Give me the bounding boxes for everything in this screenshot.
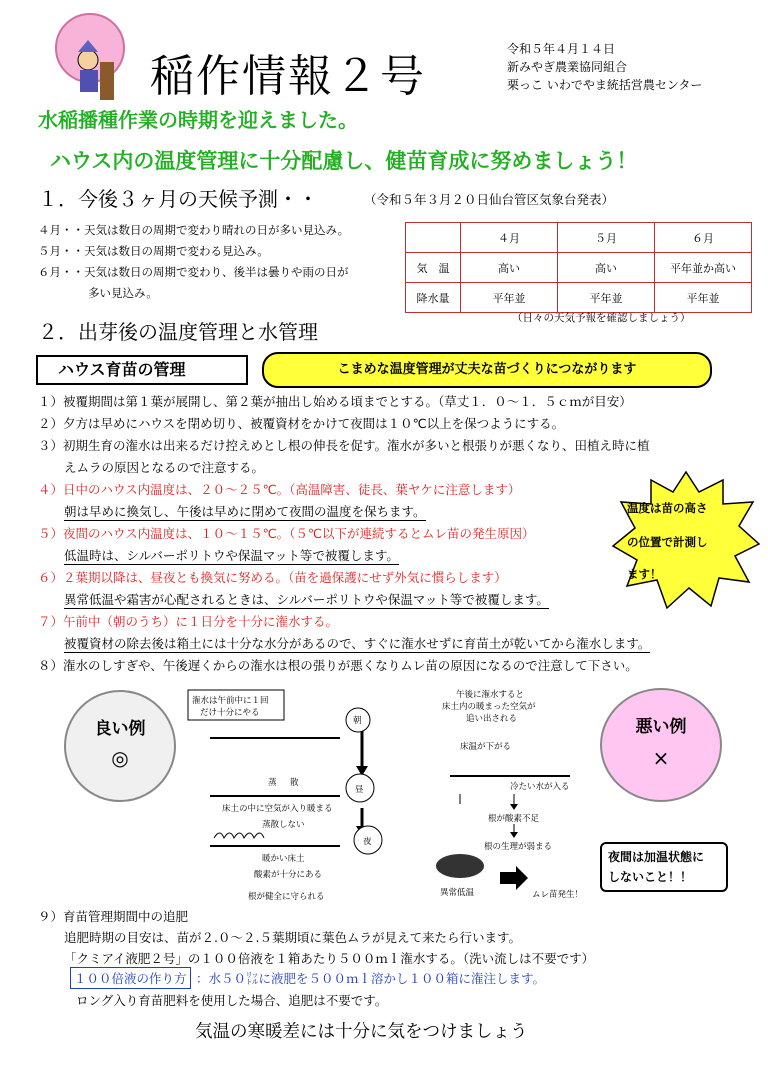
measure-callout bbox=[611, 470, 761, 610]
item-7-note: 被覆資材の除去後は箱土には十分な水分があるので、すぐに潅水せずに育苗土が乾いてから潅水します。 bbox=[64, 636, 651, 651]
forecast-jun-cont: 多い見込み。 bbox=[88, 286, 158, 300]
item-5-note: 低温時は、シルバーポリトウや保温マット等で被覆します。 bbox=[64, 548, 399, 563]
good-diagram bbox=[180, 688, 400, 904]
forecast-jun: ６月・・天気は数日の周期で変わり、後半は曇りや雨の日が bbox=[38, 265, 349, 279]
good-note2: だけ十分にやる bbox=[200, 708, 260, 718]
callout-line2: の位置で計測し bbox=[627, 535, 708, 549]
item-4-note: 朝は早めに換気し、午後は早めに閉めて夜間の温度を保ちます。 bbox=[64, 504, 426, 519]
oxygen-ok-text: 酸素が十分にある bbox=[254, 870, 323, 880]
forecast-apr: ４月・・天気は数日の周期で変わり晴れの日が多い見込み。 bbox=[38, 223, 350, 237]
forecast-table bbox=[405, 222, 752, 313]
night-warning-2: しないこと！！ bbox=[608, 870, 693, 884]
item-9-line2: 「クミアイ液肥２号」の１００倍液を１箱あたり５００ｍｌ潅水する。（洗い流しは不要です） bbox=[64, 951, 595, 966]
table-header-apr: ４月 bbox=[461, 223, 558, 253]
item-5: ５）夜間のハウス内温度は、１０～１５℃。（５℃以下が連続するとムレ苗の発生原因） bbox=[38, 526, 535, 541]
item-6: ６）２葉期以降は、昼夜とも換気に努める。（苗を過保護にせず外気に慣らします） bbox=[38, 570, 507, 585]
item-9-line4: ロング入り育苗肥料を使用した場合、追肥は不要です。 bbox=[76, 993, 388, 1008]
mure-text: ムレ苗発生！ bbox=[532, 890, 584, 900]
bad-l1: 午後に潅水すると bbox=[456, 690, 525, 700]
cold-water-text: 冷たい水が入る bbox=[510, 782, 570, 792]
bad-mark: × bbox=[652, 746, 670, 770]
item-3-cont: えムラの原因となるので注意する。 bbox=[64, 460, 265, 475]
farmer-tree-illustration bbox=[50, 10, 134, 102]
issue-date: 令和５年４月１４日 bbox=[507, 42, 616, 56]
house-nursery-label: ハウス育苗の管理 bbox=[36, 355, 248, 385]
item-9-title: ９）育苗管理期間中の追肥 bbox=[38, 909, 189, 924]
air-in-text: 床土の中に空気が入り暖まる bbox=[222, 804, 333, 814]
section1-title: １．今後３ヶ月の天候予測・・ bbox=[38, 187, 318, 211]
good-label: 良い例 bbox=[94, 719, 146, 739]
table-cell: 高い bbox=[558, 253, 655, 283]
banner: こまめな温度管理が丈夫な苗づくりにつながります bbox=[262, 352, 712, 388]
bad-diagram bbox=[420, 684, 600, 902]
table-row-label: 降水量 bbox=[406, 283, 461, 313]
callout-line3: ます！ bbox=[627, 567, 662, 581]
item-6-note: 異常低温や霜害が心配されるときは、シルバーポリトウや保温マット等で被覆します。 bbox=[64, 592, 549, 607]
item-4: ４）日中のハウス内温度は、２０～２５℃。（高温障害、徒長、葉ヤケに注意します） bbox=[38, 482, 521, 497]
root-weak-text: 根の生理が弱まる bbox=[484, 842, 553, 852]
section2-title: ２．出芽後の温度管理と水管理 bbox=[38, 320, 318, 344]
no-oxygen-text: 根が酸素不足 bbox=[488, 814, 540, 824]
item-1: １）被覆期間は第１葉が展開し、第２葉が抽出し始める頃までとする。（草丈１．０～１．５ｃｍが目安） bbox=[38, 394, 632, 409]
forecast-may: ５月・・天気は数日の周期で変わる見込み。 bbox=[38, 244, 269, 258]
table-row-label: 気 温 bbox=[406, 253, 461, 283]
temp-down-text: 床温が下がる bbox=[460, 742, 512, 752]
dilution-box: １００倍液の作り方 bbox=[70, 967, 191, 989]
forecast-source: （令和５年３月２０日仙台管区気象台発表） bbox=[364, 192, 615, 207]
org-name: 新みやぎ農業協同組合 bbox=[507, 60, 628, 74]
item-8: ８）潅水のしすぎや、午後遅くからの潅水は根の張りが悪くなりムレ苗の原因になるので注意して下さい。 bbox=[38, 658, 638, 673]
headline-1: 水稲播種作業の時期を迎えました。 bbox=[38, 108, 358, 132]
table-cell: 平年並 bbox=[655, 283, 752, 313]
table-header-jun: ６月 bbox=[655, 223, 752, 253]
page-title: 稲作情報２号 bbox=[150, 51, 426, 102]
roots-ok-text: 根が健全に守られる bbox=[248, 892, 325, 902]
table-corner bbox=[406, 223, 461, 253]
center-name: 栗っこ いわでやま統括営農センター bbox=[507, 78, 703, 92]
noon-label: 昼 bbox=[355, 785, 364, 795]
item-2: ２）夕方は早めにハウスを閉め切り、被覆資材をかけて夜間は１０℃以上を保つようにする。 bbox=[38, 416, 565, 431]
cold-text: 異常低温 bbox=[440, 888, 475, 898]
night-warning-box bbox=[600, 842, 728, 892]
item-9-line3: ：水５０㍑に液肥を５００ｍｌ溶かし１００箱に潅注します。 bbox=[196, 971, 546, 986]
bad-example-circle bbox=[600, 688, 722, 802]
table-cell: 平年並か高い bbox=[655, 253, 752, 283]
table-note: （日々の天気予報を確認しましょう） bbox=[512, 312, 691, 324]
bad-l2: 床土内の暖まった空気が bbox=[442, 702, 536, 712]
table-cell: 平年並 bbox=[461, 283, 558, 313]
good-note1: 潅水は午前中に１回 bbox=[192, 696, 269, 706]
bad-l3: 追い出される bbox=[466, 714, 518, 724]
evap-label: 蒸 bbox=[268, 778, 277, 788]
night-warning-1: 夜間は加温状態に bbox=[608, 850, 705, 864]
good-mark: ◎ bbox=[111, 746, 129, 770]
morning-label: 朝 bbox=[353, 716, 362, 726]
no-evap-text: 蒸散しない bbox=[262, 820, 305, 830]
item-3: ３）初期生育の潅水は出来るだけ控えめとし根の伸長を促す。潅水が多いと根張りが悪くなり、田植え時に植 bbox=[38, 438, 650, 453]
evap2-label: 散 bbox=[290, 778, 299, 788]
table-header-may: ５月 bbox=[558, 223, 655, 253]
table-cell: 高い bbox=[461, 253, 558, 283]
night-label: 夜 bbox=[363, 837, 372, 847]
table-cell: 平年並 bbox=[558, 283, 655, 313]
warm-soil-text: 暖かい床土 bbox=[262, 854, 305, 864]
good-example-circle bbox=[64, 690, 176, 802]
headline-2: ハウス内の温度管理に十分配慮し、健苗育成に努めましょう！ bbox=[50, 149, 638, 173]
item-7: ７）午前中（朝のうち）に１日分を十分に潅水する。 bbox=[38, 614, 339, 629]
footer-message: 気温の寒暖差には十分に気をつけましょう bbox=[195, 1022, 528, 1042]
callout-line1: 温度は苗の高さ bbox=[627, 501, 708, 515]
item-9-line1: 追肥時期の目安は、苗が２.０～２.５葉期頃に葉色ムラが見えて来たら行います。 bbox=[64, 930, 521, 945]
bad-label: 悪い例 bbox=[635, 717, 687, 737]
